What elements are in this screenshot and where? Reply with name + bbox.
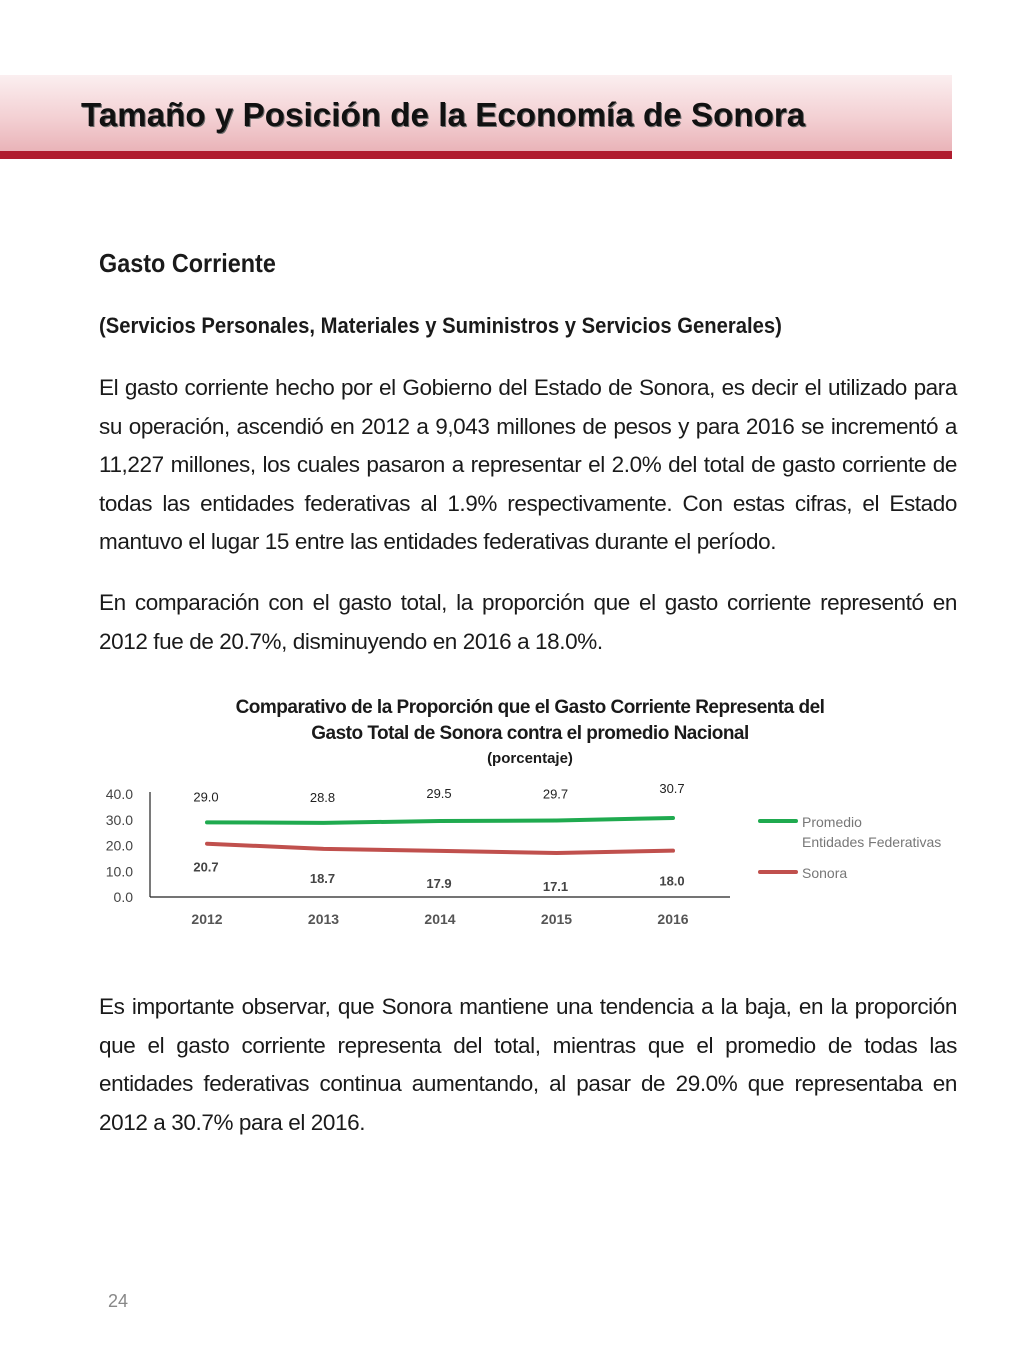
- y-tick-label: 20.0: [105, 837, 133, 854]
- data-label-sonora: 20.7: [193, 859, 219, 875]
- data-label-promedio: 29.0: [193, 789, 219, 805]
- data-label-promedio: 28.8: [309, 789, 336, 805]
- x-tick-label: 2013: [307, 911, 340, 927]
- legend-label-promedio: Promedio: [802, 814, 862, 830]
- paragraph-comparacion: En comparación con el gasto total, la proporción que el gasto corriente representó en 2012 fue de 20.7%, disminuyendo en 2016 a 18.0%.: [99, 590, 957, 654]
- legend-label-sonora: Sonora: [802, 865, 848, 881]
- y-tick-label: 30.0: [105, 811, 133, 828]
- series-line-promedio: [207, 818, 673, 823]
- page-number: 24: [108, 1291, 129, 1311]
- section-subtitle: (Servicios Personales, Materiales y Suministros y Servicios Generales): [99, 313, 782, 338]
- legend-label-promedio-line-2: Entidades Federativas: [802, 834, 942, 850]
- data-label-sonora: 18.0: [659, 873, 685, 889]
- data-label-sonora: 17.1: [542, 878, 569, 894]
- header-rule: [0, 151, 952, 159]
- paragraph-conclusion: Es importante observar, que Sonora mantiene una tendencia a la baja, en la proporción que el gasto corriente representa del total, mientras que el promedio de todas las entidades federativas continua aumentando, al pasar de 29.0% que representaba en 2012 a 30.7% para el 2016.: [99, 994, 957, 1135]
- y-tick-label: 0.0: [113, 889, 133, 905]
- x-tick-label: 2014: [424, 911, 456, 927]
- chart-container: [95, 690, 965, 940]
- line-chart: [95, 690, 965, 940]
- data-label-sonora: 18.7: [309, 870, 336, 886]
- chart-subtitle: (porcentaje): [487, 750, 573, 767]
- page-title: Tamaño y Posición de la Economía de Sonora: [81, 96, 806, 133]
- series-line-sonora: [207, 844, 673, 853]
- data-label-promedio: 29.7: [542, 786, 569, 802]
- x-tick-label: 2012: [191, 911, 223, 927]
- section-title: Gasto Corriente: [99, 248, 276, 278]
- data-label-promedio: 29.5: [426, 786, 452, 802]
- data-label-sonora: 17.9: [426, 875, 452, 891]
- x-tick-label: 2016: [657, 911, 689, 927]
- chart-title-line-1: Comparativo de la Proporción que el Gasto Corriente Representa del: [235, 697, 825, 718]
- x-tick-label: 2015: [540, 911, 573, 927]
- y-tick-label: 10.0: [105, 863, 133, 880]
- chart-title-line-2: Gasto Total de Sonora contra el promedio Nacional: [311, 723, 749, 744]
- data-label-promedio: 30.7: [659, 780, 685, 796]
- paragraph-gasto-corriente: El gasto corriente hecho por el Gobierno del Estado de Sonora, es decir el utilizado para su operación, ascendió en 2012 a 9,043 millones de pesos y para 2016 se incrementó a 11,227 millones, los cuales pasaron a representar el 2.0% del total de gasto corriente de todas las entidades federativas al 1.9% respectivamente. Con estas cifras, el Estado mantuvo el lugar 15 entre las entidades federativas durante el período.: [99, 375, 957, 554]
- y-tick-label: 40.0: [105, 786, 133, 802]
